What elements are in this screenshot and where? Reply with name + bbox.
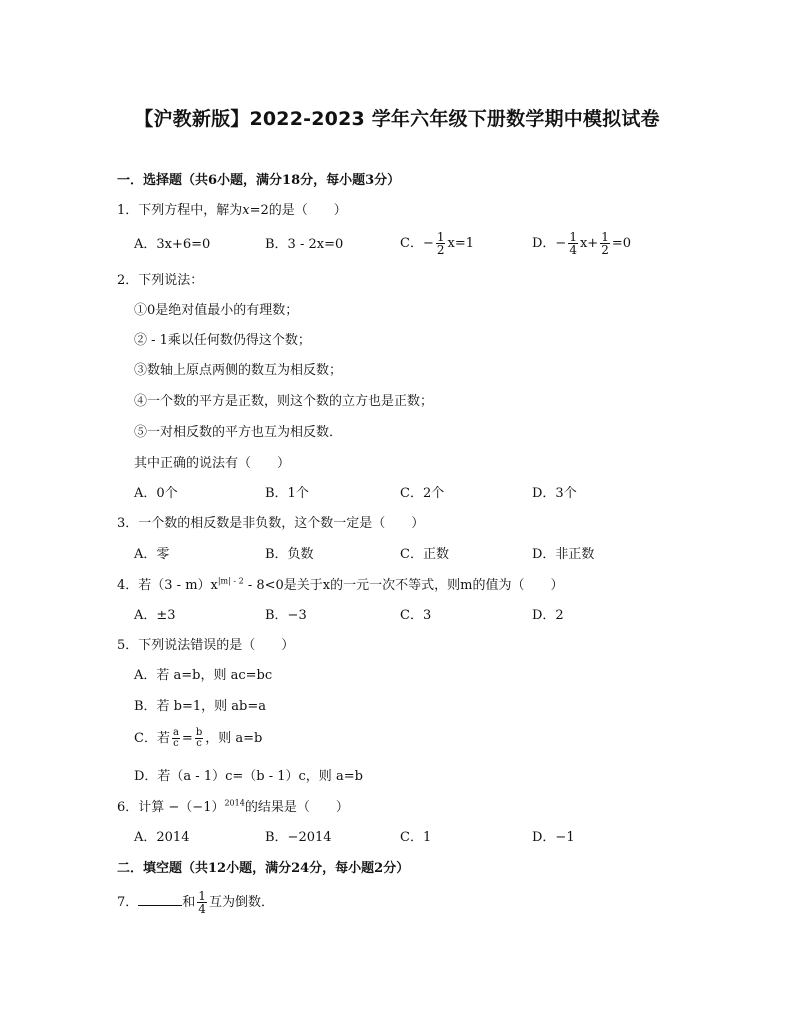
question-6-option-b: B．−2014 <box>265 830 332 845</box>
question-6-option-d: D．−1 <box>532 830 575 845</box>
question-3-option-a: A．零 <box>134 547 170 562</box>
fraction: $\frac{1}{2}$ <box>601 230 609 257</box>
fraction: $\frac{a}{c}$ <box>172 727 179 749</box>
fraction: $\frac{1}{2}$ <box>436 230 445 257</box>
question-2-statement-2: ② - 1乘以任何数仍得这个数； <box>134 333 311 348</box>
question-4-option-b: B．−3 <box>265 608 307 623</box>
question-7-stem: 7． 和 $\frac{1}{4}$ 互为倒数． <box>117 889 274 916</box>
question-2-option-b: B．1个 <box>265 486 309 501</box>
question-3-option-d: D．非正数 <box>532 547 595 562</box>
question-1-option-c: C．− $\frac{1}{2}$ x=1 <box>400 230 474 257</box>
question-1-stem: 1．下列方程中，解为x=2的是（ ） <box>117 203 347 218</box>
question-5-option-a: A．若 a=b，则 ac=bc <box>134 668 273 683</box>
page-title: 【沪教新版】2022-2023 学年六年级下册数学期中模拟试卷 <box>134 108 660 130</box>
question-1-option-b: B．3 - 2x=0 <box>265 237 344 252</box>
question-5-option-c: C．若 $\frac{a}{c}$ = $\frac{b}{c}$ ，则 a=b <box>134 727 263 749</box>
question-2-option-d: D．3个 <box>532 486 577 501</box>
question-6-option-a: A．2014 <box>134 830 190 845</box>
question-2-statement-3: ③数轴上原点两侧的数互为相反数； <box>134 363 343 378</box>
fraction: $\frac{1}{4}$ <box>198 889 206 916</box>
question-4-option-a: A．±3 <box>134 608 176 623</box>
question-3-option-b: B．负数 <box>265 547 314 562</box>
question-2-stem: 2．下列说法： <box>117 273 204 288</box>
question-2-option-c: C．2个 <box>400 486 445 501</box>
question-1-option-a: A．3x+6=0 <box>134 237 211 252</box>
question-4-option-d: D．2 <box>532 608 564 623</box>
question-2-prompt: 其中正确的说法有（ ） <box>134 456 291 471</box>
question-1-option-d: D．− $\frac{1}{4}$ x+ $\frac{1}{2}$ =0 <box>532 230 632 257</box>
question-4-stem: 4．若$(3 - m)x^{|m| - 2} - 8<0$是关于x的一元一次不等式，则m的值为（ ） <box>117 576 564 593</box>
question-5-option-d: D．若（a - 1）c=（b - 1）c，则 a=b <box>134 769 363 784</box>
question-3-stem: 3．一个数的相反数是非负数，这个数一定是（ ） <box>117 516 425 531</box>
question-2-statement-1: ①0是绝对值最小的有理数； <box>134 303 299 318</box>
question-3-option-c: C．正数 <box>400 547 449 562</box>
question-4-option-c: C．3 <box>400 608 432 623</box>
section-1-heading: 一．选择题（共6小题，满分18分，每小题3分） <box>117 173 401 188</box>
question-2-option-a: A．0个 <box>134 486 178 501</box>
question-2-statement-4: ④一个数的平方是正数，则这个数的立方也是正数； <box>134 394 434 409</box>
fraction: $\frac{1}{4}$ <box>569 230 577 257</box>
question-5-option-b: B．若 b=1，则 ab=a <box>134 699 267 714</box>
question-2-statement-5: ⑤一对相反数的平方也互为相反数． <box>134 425 343 440</box>
fraction: $\frac{b}{c}$ <box>195 727 203 749</box>
question-6-stem: 6．计算 $-(-1)^{2014}$的结果是（ ） <box>117 798 349 815</box>
question-5-stem: 5．下列说法错误的是（ ） <box>117 638 295 653</box>
section-2-heading: 二．填空题（共12小题，满分24分，每小题2分） <box>117 861 410 876</box>
question-6-option-c: C．1 <box>400 830 432 845</box>
answer-blank[interactable] <box>138 893 182 906</box>
